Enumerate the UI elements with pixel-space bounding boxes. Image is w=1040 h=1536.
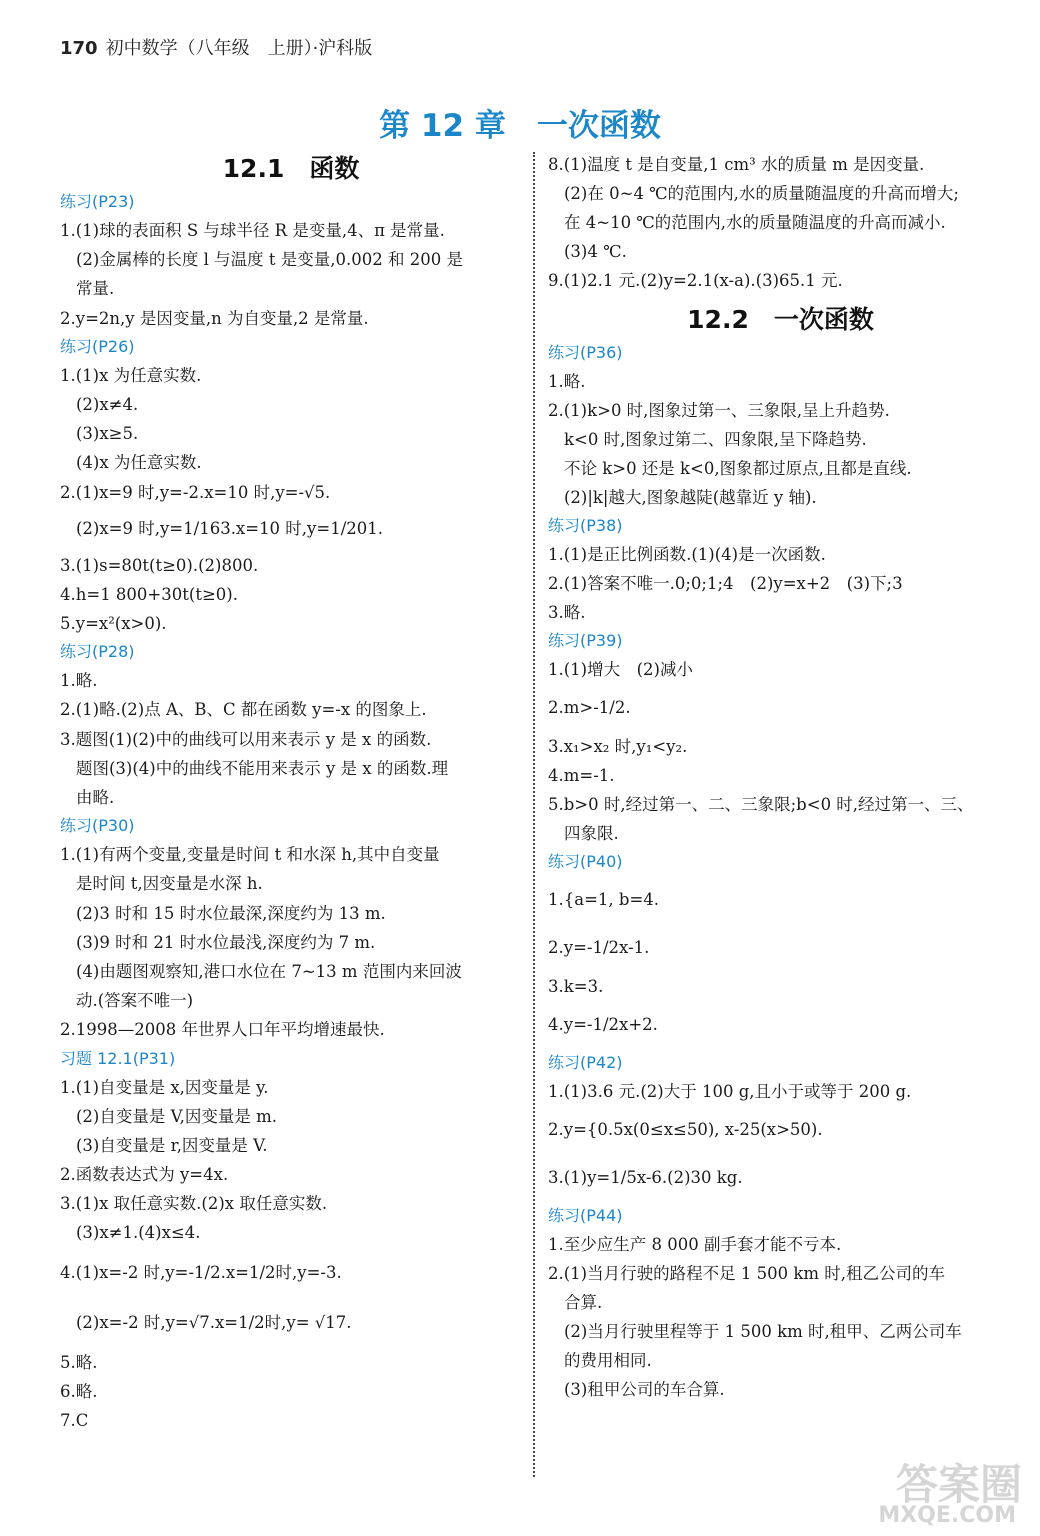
answer-line: (3)自变量是 r,因变量是 V. xyxy=(76,1135,268,1155)
exercise-label: 练习(P28) xyxy=(60,642,135,662)
exercise-label: 练习(P36) xyxy=(548,343,623,362)
answer-line: 合算. xyxy=(564,1293,603,1312)
answer-line: (2)当月行驶里程等于 1 500 km 时,租甲、乙两公司车 xyxy=(564,1322,962,1341)
book-title: 初中数学（八年级 上册）·沪科版 xyxy=(105,38,373,59)
answer-line: (3)x≥5. xyxy=(76,424,139,444)
right-column xyxy=(548,150,1013,1404)
answer-line: (2)x=-2 时,y=√7.x=1/2时,y= √17. xyxy=(76,1312,352,1332)
answer-line: 5.b>0 时,经过第一、二、三象限;b<0 时,经过第一、三、 xyxy=(548,795,974,814)
answer-line: 动.(答案不唯一) xyxy=(76,991,194,1011)
answer-line: 1.(1)x 为任意实数. xyxy=(60,365,202,385)
answer-line: 由略. xyxy=(76,788,115,807)
answer-line: 3.题图(1)(2)中的曲线可以用来表示 y 是 x 的函数. xyxy=(60,729,432,749)
answer-line: 1.(1)球的表面积 S 与球半径 R 是变量,4、π 是常量. xyxy=(60,221,445,240)
answer-line: 3.(1)y=1/5x-6.(2)30 kg. xyxy=(548,1168,743,1187)
answer-line: 2.(1)略.(2)点 A、B、C 都在函数 y=-x 的图象上. xyxy=(60,700,427,720)
left-column xyxy=(60,150,522,1435)
answer-line: 5.y=x²(x>0). xyxy=(60,614,167,634)
answer-line: (2)x=9 时,y=1/163.x=10 时,y=1/201. xyxy=(76,518,383,538)
answer-line: (3)9 时和 21 时水位最浅,深度约为 7 m. xyxy=(76,932,376,952)
exercise-label: 练习(P26) xyxy=(60,336,135,356)
answer-line: 2.(1)答案不唯一.0;0;1;4 (2)y=x+2 (3)下;3 xyxy=(548,574,903,593)
answer-line: 的费用相同. xyxy=(564,1351,652,1370)
answer-line: 题图(3)(4)中的曲线不能用来表示 y 是 x 的函数.理 xyxy=(76,758,449,778)
answer-line: (3)x≠1.(4)x≤4. xyxy=(76,1223,201,1243)
answer-line: (2)x≠4. xyxy=(76,394,139,414)
answer-line: 不论 k>0 还是 k<0,图象都过原点,且都是直线. xyxy=(564,459,912,478)
answer-line: (2)金属棒的长度 l 与温度 t 是变量,0.002 和 200 是 xyxy=(76,250,463,270)
answer-line: 1.略. xyxy=(60,671,98,691)
column-divider xyxy=(533,152,535,1477)
answer-line: 8.(1)温度 t 是自变量,1 cm³ 水的质量 m 是因变量. xyxy=(548,155,925,174)
answer-line: 6.略. xyxy=(60,1381,98,1401)
answer-line: 2.y=-1/2x-1. xyxy=(548,938,650,957)
answer-line: (2)|k|越大,图象越陡(越靠近 y 轴). xyxy=(564,488,817,507)
watermark-text: 答案圈 xyxy=(895,1460,1022,1509)
answer-line: 在 4~10 ℃的范围内,水的质量随温度的升高而减小. xyxy=(564,213,946,232)
answer-line: 9.(1)2.1 元.(2)y=2.1(x-a).(3)65.1 元. xyxy=(548,271,843,290)
answer-line: 1.至少应生产 8 000 副手套才能不亏本. xyxy=(548,1235,842,1254)
answer-line: 3.x₁>x₂ 时,y₁<y₂. xyxy=(548,737,688,756)
answer-line: 2.(1)x=9 时,y=-2.x=10 时,y=-√5. xyxy=(60,482,331,502)
answer-line: 1.{a=1, b=4. xyxy=(548,890,660,909)
answer-line: 四象限. xyxy=(564,824,619,843)
answer-line: 4.(1)x=-2 时,y=-1/2.x=1/2时,y=-3. xyxy=(60,1262,342,1282)
answer-line: k<0 时,图象过第二、四象限,呈下降趋势. xyxy=(564,430,867,449)
answer-line: 常量. xyxy=(76,279,115,299)
exercise-label: 练习(P39) xyxy=(548,631,623,650)
page-header xyxy=(60,34,372,60)
right-answer-list xyxy=(548,339,1013,1404)
answer-line: 1.(1)增大 (2)减小 xyxy=(548,660,693,679)
answer-line: 2.y=2n,y 是因变量,n 为自变量,2 是常量. xyxy=(60,308,369,328)
answer-line: 4.m=-1. xyxy=(548,766,615,785)
answer-line: (3)4 ℃. xyxy=(564,242,627,261)
answer-line: 4.y=-1/2x+2. xyxy=(548,1015,658,1034)
answer-line: 1.(1)自变量是 x,因变量是 y. xyxy=(60,1077,269,1097)
answer-line: 5.略. xyxy=(60,1352,98,1372)
answer-line: 3.(1)x 取任意实数.(2)x 取任意实数. xyxy=(60,1194,328,1214)
answer-line: 1.(1)有两个变量,变量是时间 t 和水深 h,其中自变量 xyxy=(60,845,440,865)
right-top-answer-list xyxy=(548,150,1013,295)
answer-line: 是时间 t,因变量是水深 h. xyxy=(76,874,263,894)
section-title-12-2: 12.2 一次函数 xyxy=(687,305,874,334)
chapter-title: 第 12 章 一次函数 xyxy=(379,108,661,144)
answer-line: (2)自变量是 V,因变量是 m. xyxy=(76,1106,278,1126)
page-number: 170 xyxy=(60,38,98,59)
answer-line: 3.(1)s=80t(t≥0).(2)800. xyxy=(60,555,259,575)
answer-line: (2)3 时和 15 时水位最深,深度约为 13 m. xyxy=(76,903,386,923)
exercise-label: 练习(P42) xyxy=(548,1053,623,1072)
answer-line: 2.(1)当月行驶的路程不足 1 500 km 时,租乙公司的车 xyxy=(548,1264,945,1283)
answer-line: (4)x 为任意实数. xyxy=(76,453,202,473)
answer-line: 2.m>-1/2. xyxy=(548,698,631,717)
exercise-label: 练习(P30) xyxy=(60,816,135,836)
answer-line: 1.(1)是正比例函数.(1)(4)是一次函数. xyxy=(548,545,826,564)
section-title-12-1: 12.1 函数 xyxy=(222,154,360,183)
answer-line: 3.k=3. xyxy=(548,977,604,996)
exercise-label: 练习(P44) xyxy=(548,1206,623,1225)
answer-line: 1.略. xyxy=(548,372,586,391)
answer-line: 2.(1)k>0 时,图象过第一、三象限,呈上升趋势. xyxy=(548,401,890,420)
answer-line: 4.h=1 800+30t(t≥0). xyxy=(60,584,238,604)
answer-line: (4)由题图观察知,港口水位在 7~13 m 范围内来回波 xyxy=(76,961,462,981)
answer-line: 2.函数表达式为 y=4x. xyxy=(60,1165,229,1185)
answer-line: 2.y={0.5x(0≤x≤50), x-25(x>50). xyxy=(548,1120,823,1139)
exercise-label: 习题 12.1(P31) xyxy=(60,1048,176,1068)
answer-line: (3)租甲公司的车合算. xyxy=(564,1380,725,1399)
left-answer-list xyxy=(60,188,522,1435)
watermark-logo xyxy=(842,1452,1022,1528)
exercise-label: 练习(P40) xyxy=(548,852,623,871)
answer-line: 7.C xyxy=(60,1411,89,1430)
exercise-label: 练习(P23) xyxy=(60,192,135,211)
watermark-url: MXQE.COM xyxy=(878,1503,1016,1528)
answer-line: 2.1998—2008 年世界人口年平均增速最快. xyxy=(60,1020,385,1040)
answer-line: 3.略. xyxy=(548,603,586,622)
exercise-label: 练习(P38) xyxy=(548,516,623,535)
answer-line: (2)在 0~4 ℃的范围内,水的质量随温度的升高而增大; xyxy=(564,184,959,203)
answer-line: 1.(1)3.6 元.(2)大于 100 g,且小于或等于 200 g. xyxy=(548,1082,912,1101)
